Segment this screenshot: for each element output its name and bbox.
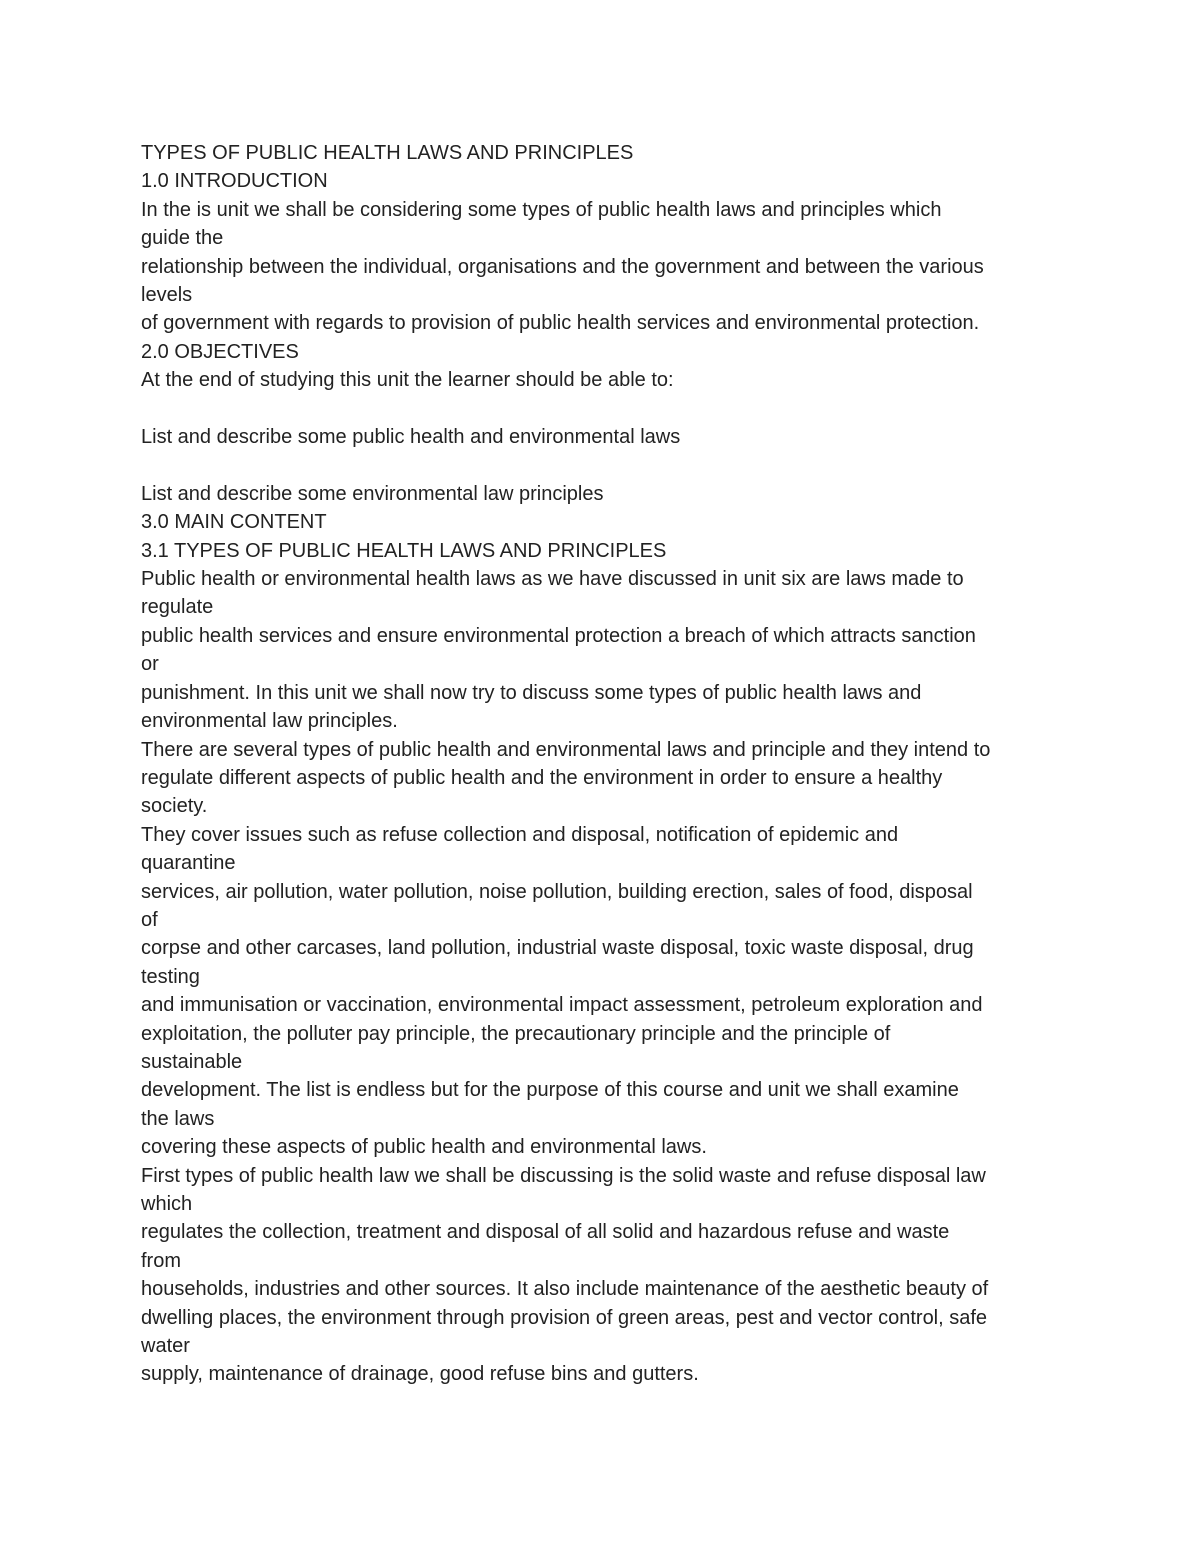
paragraph-line: regulate: [141, 596, 214, 619]
paragraph-line: punishment. In this unit we shall now try to discuss some types of public health laws and: [141, 681, 922, 704]
objective-item: List and describe some public health and environmental laws: [141, 426, 681, 449]
section-heading-introduction: 1.0 INTRODUCTION: [141, 170, 328, 193]
paragraph-line: corpse and other carcases, land pollution, industrial waste disposal, toxic waste disposal, drug: [141, 937, 974, 960]
paragraph-line: sustainable: [141, 1050, 243, 1073]
paragraph-line: Public health or environmental health laws as we have discussed in unit six are laws made to: [141, 568, 964, 591]
paragraph-line: regulate different aspects of public health and the environment in order to ensure a healthy: [141, 766, 943, 789]
paragraph-line: dwelling places, the environment through provision of green areas, pest and vector control, safe: [141, 1306, 988, 1329]
section-heading-main-content: 3.0 MAIN CONTENT: [141, 511, 327, 534]
objectives-intro: At the end of studying this unit the learner should be able to:: [141, 369, 674, 392]
paragraph-line: environmental law principles.: [141, 710, 398, 733]
paragraph-line: There are several types of public health and environmental laws and principle and they intend to: [141, 738, 991, 761]
blank-line: [141, 451, 1071, 479]
paragraph-line: services, air pollution, water pollution, noise pollution, building erection, sales of food, disposal: [141, 880, 973, 903]
paragraph-line: water: [141, 1335, 190, 1358]
paragraph-line: regulates the collection, treatment and disposal of all solid and hazardous refuse and waste: [141, 1221, 950, 1244]
paragraph-line: the laws: [141, 1107, 215, 1130]
paragraph-line: of government with regards to provision of public health services and environmental protection.: [141, 312, 980, 335]
paragraph-line: levels: [141, 284, 193, 307]
paragraph-line: In the is unit we shall be considering some types of public health laws and principles which: [141, 198, 942, 221]
paragraph-line: which: [141, 1193, 193, 1215]
paragraph-line: from: [141, 1249, 181, 1272]
paragraph-line: covering these aspects of public health and environmental laws.: [141, 1136, 707, 1159]
paragraph-line: testing: [141, 965, 200, 988]
paragraph-line: exploitation, the polluter pay principle, the precautionary principle and the principle of: [141, 1022, 891, 1045]
paragraph-line: relationship between the individual, organisations and the government and between the various: [141, 255, 984, 278]
paragraph-line: supply, maintenance of drainage, good refuse bins and gutters.: [141, 1363, 699, 1386]
paragraph-line: or: [141, 653, 159, 676]
objective-item: List and describe some environmental law principles: [141, 482, 604, 505]
paragraph-line: guide the: [141, 227, 224, 250]
paragraph-line: They cover issues such as refuse collection and disposal, notification of epidemic and: [141, 823, 899, 846]
blank-line: [141, 395, 1071, 423]
paragraph-line: households, industries and other sources. It also include maintenance of the aesthetic beauty of: [141, 1278, 989, 1301]
paragraph-line: development. The list is endless but for the purpose of this course and unit we shall examine: [141, 1079, 959, 1102]
paragraph-line: quarantine: [141, 852, 236, 875]
paragraph-line: of: [141, 908, 158, 931]
paragraph-line: public health services and ensure environmental protection a breach of which attracts sanction: [141, 624, 976, 647]
subsection-heading: 3.1 TYPES OF PUBLIC HEALTH LAWS AND PRINCIPLES: [141, 539, 667, 562]
paragraph-line: First types of public health law we shall be discussing is the solid waste and refuse disposal law: [141, 1164, 986, 1187]
document-title: TYPES OF PUBLIC HEALTH LAWS AND PRINCIPLES: [141, 142, 634, 164]
paragraph-line: society.: [141, 795, 208, 818]
section-heading-objectives: 2.0 OBJECTIVES: [141, 340, 299, 363]
document-body: [141, 139, 1071, 1389]
paragraph-line: and immunisation or vaccination, environmental impact assessment, petroleum exploration and: [141, 994, 983, 1017]
